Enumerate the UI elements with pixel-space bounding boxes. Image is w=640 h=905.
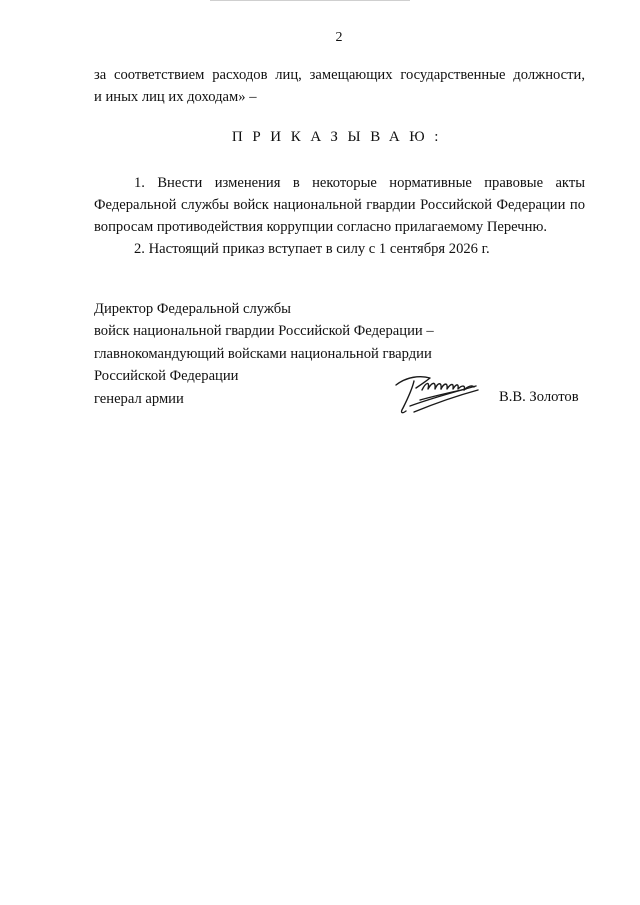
page-number: 2 bbox=[335, 30, 343, 45]
order-heading: ПРИКАЗЫВАЮ: bbox=[231, 129, 449, 145]
signatory-title-line-3: главнокомандующий войсками национальной гвардии bbox=[94, 345, 432, 362]
order-item-2: 2. Настоящий приказ вступает в силу с 1 сентября 2026 г. bbox=[134, 241, 490, 257]
preamble-line-1: за соответствием расходов лиц, замещающих государственные должности, bbox=[94, 67, 585, 83]
handwritten-signature bbox=[392, 368, 492, 418]
signatory-name: В.В. Золотов bbox=[499, 389, 579, 405]
signatory-title-line-4: Российской Федерации bbox=[94, 368, 239, 385]
signatory-title-line-1: Директор Федеральной службы bbox=[94, 301, 291, 317]
scan-edge-line bbox=[210, 0, 410, 1]
order-item-1: 1. Внести изменения в некоторые нормативные правовые акты Федеральной службы войск национальной гвардии Российской Федерации по вопросам противодействия коррупции согласно прилагаемому Перечню. bbox=[94, 175, 585, 235]
signatory-title-line-2: войск национальной гвардии Российской Федерации – bbox=[94, 323, 434, 340]
preamble-line-2: и иных лиц их доходам» – bbox=[94, 89, 257, 105]
preamble-paragraph bbox=[94, 64, 585, 108]
order-items bbox=[94, 172, 585, 260]
signatory-title-line-5: генерал армии bbox=[94, 390, 184, 407]
signature-strokes bbox=[396, 377, 478, 413]
